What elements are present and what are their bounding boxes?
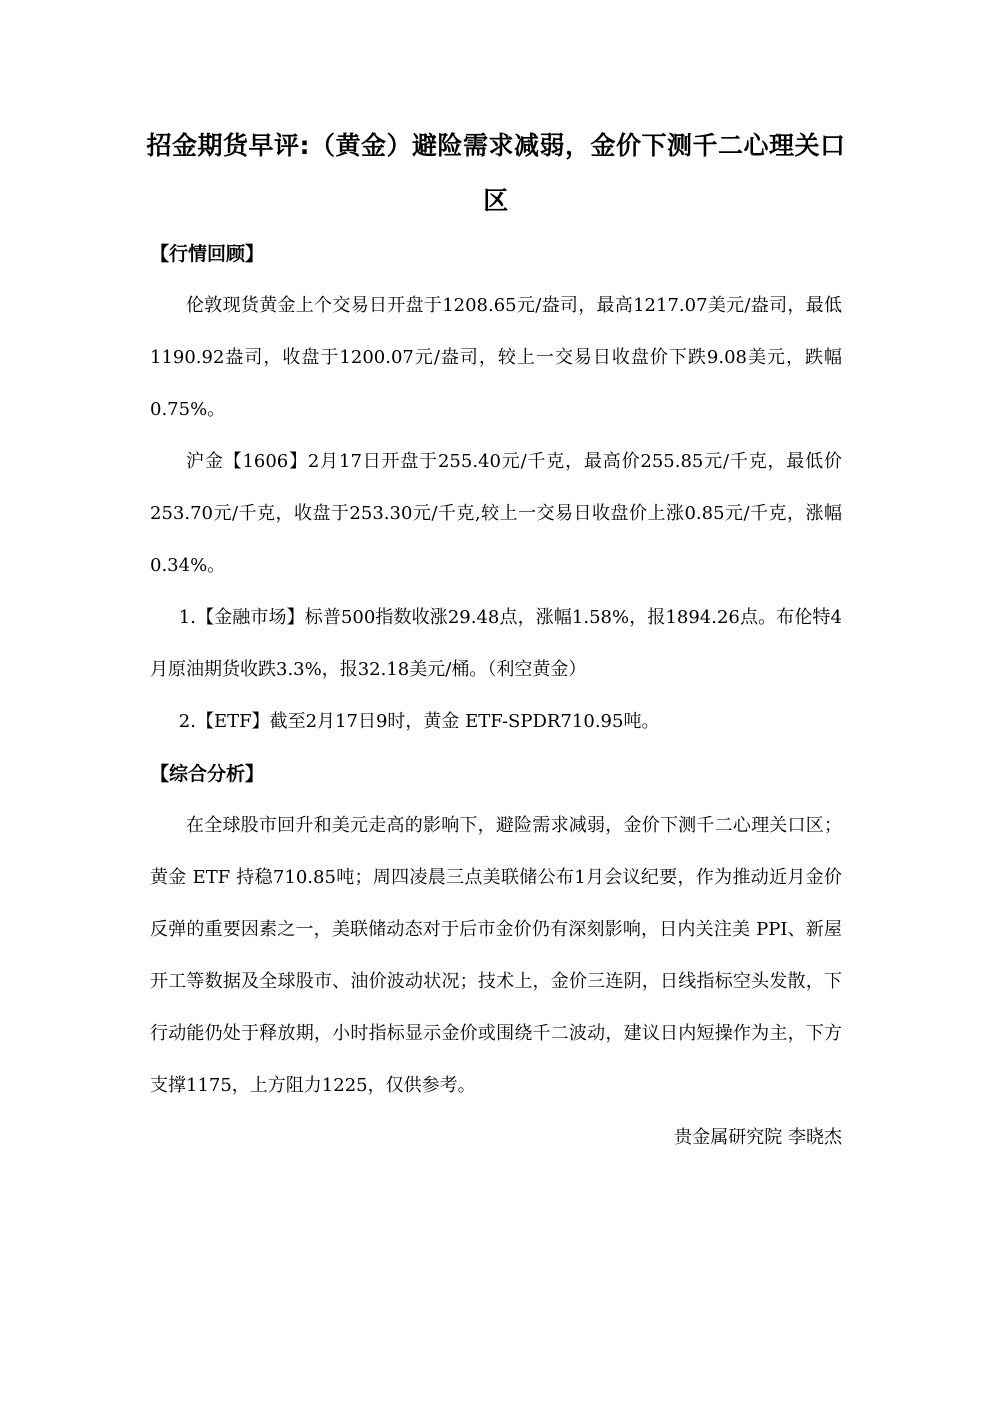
section-heading-market-review: 【行情回顾】 xyxy=(150,243,265,265)
paragraph-analysis: 在全球股市回升和美元走高的影响下，避险需求减弱，金价下测千二心理关口区；黄金 ETF 持稳710.85吨；周四凌晨三点美联储公布1月会议纪要，作为推动近月金价反弹的重要因素之一，美联储动态对于后市金价仍有深刻影响，日内关注美 PPI、新屋开工等数据及全球股市、油价波动状况；技术上，金价三连阴，日线指标空头发散，下行动能仍处于释放期，小时指标显示金价或围绕千二波动，建议日内短操作为主，下方支撑1175，上方阻力1225，仅供参考。 xyxy=(150,815,842,1096)
list-item-etf: 2.【ETF】截至2月17日9时，黄金 ETF-SPDR710.95吨。 xyxy=(178,711,660,732)
author-signature: 贵金属研究院 李晓杰 xyxy=(674,1127,842,1148)
document-content xyxy=(146,118,846,1164)
paragraph-london-gold: 伦敦现货黄金上个交易日开盘于1208.65元/盎司，最高1217.07美元/盎司，最低1190.92盎司，收盘于1200.07元/盎司，较上一交易日收盘价下跌9.08美元，跌幅0.75%。 xyxy=(150,295,842,420)
section-analysis xyxy=(150,748,842,1112)
document-title: 招金期货早评:（黄金）避险需求减弱，金价下测千二心理关口区 xyxy=(146,131,846,215)
paragraph-shanghai-gold: 沪金【1606】2月17日开盘于255.40元/千克，最高价255.85元/千克，最低价253.70元/千克，收盘于253.30元/千克,较上一交易日收盘价上涨0.85元/千克，涨幅0.34%。 xyxy=(150,451,842,576)
section-market-review xyxy=(150,228,842,748)
list-item-financial-market: 1.【金融市场】标普500指数收涨29.48点，涨幅1.58%，报1894.26点。布伦特4月原油期货收跌3.3%，报32.18美元/桶。（利空黄金） xyxy=(150,607,842,680)
section-heading-analysis: 【综合分析】 xyxy=(150,763,265,785)
